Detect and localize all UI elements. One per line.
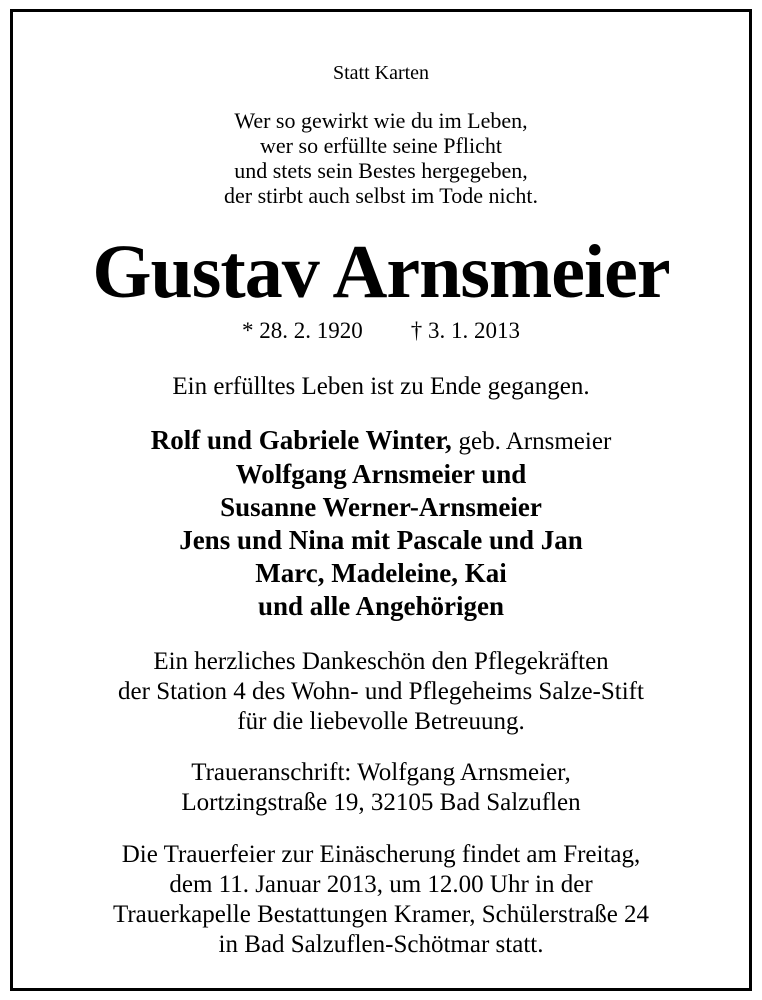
poem-line: und stets sein Bestes hergegeben,: [234, 158, 528, 183]
ceremony-line: dem 11. Januar 2013, um 12.00 Uhr in der: [169, 871, 593, 898]
family-line-bold: Rolf und Gabriele Winter,: [150, 425, 452, 455]
family-line: Jens und Nina mit Pascale und Jan: [179, 525, 583, 555]
header-block: [0, 60, 762, 86]
family-line: und alle Angehörigen: [257, 591, 505, 621]
address-line: Traueranschrift: Wolfgang Arnsmeier,: [191, 759, 571, 786]
thanks-line: der Station 4 des Wohn- und Pflegeheims Salze-Stift: [118, 678, 644, 705]
statement-text: Ein erfülltes Leben ist zu Ende gegangen.: [172, 373, 590, 400]
family-line: Marc, Madeleine, Kai: [255, 558, 507, 588]
family-line-regular: geb. Arnsmeier: [458, 428, 612, 455]
poem-line: wer so erfüllte seine Pflicht: [260, 133, 502, 158]
statement-block: [0, 372, 762, 402]
family-line: Wolfgang Arnsmeier und: [235, 459, 527, 489]
name-block: [0, 230, 762, 314]
address-block: [0, 758, 762, 818]
poem-line: der stirbt auch selbst im Tode nicht.: [224, 183, 538, 208]
ceremony-line: Die Trauerfeier zur Einäscherung findet am Freitag,: [121, 841, 641, 868]
death-date: † 3. 1. 2013: [410, 318, 520, 343]
dates-block: [0, 317, 762, 345]
ceremony-block: [0, 840, 762, 960]
header-text: Statt Karten: [332, 62, 430, 84]
family-line: Susanne Werner-Arnsmeier: [220, 492, 542, 522]
poem-line: Wer so gewirkt wie du im Leben,: [234, 108, 528, 133]
thanks-block: [0, 647, 762, 737]
thanks-line: für die liebevolle Betreuung.: [237, 708, 525, 735]
address-line: Lortzingstraße 19, 32105 Bad Salzuflen: [181, 789, 581, 816]
deceased-name: Gustav Arnsmeier: [92, 230, 670, 314]
ceremony-line: Trauerkapelle Bestattungen Kramer, Schülerstraße 24: [112, 901, 650, 928]
thanks-line: Ein herzliches Dankeschön den Pflegekräften: [153, 648, 609, 675]
poem-block: [0, 108, 762, 208]
ceremony-line: in Bad Salzuflen-Schötmar statt.: [218, 931, 544, 958]
family-block: [0, 424, 762, 623]
birth-date: * 28. 2. 1920: [242, 318, 363, 343]
